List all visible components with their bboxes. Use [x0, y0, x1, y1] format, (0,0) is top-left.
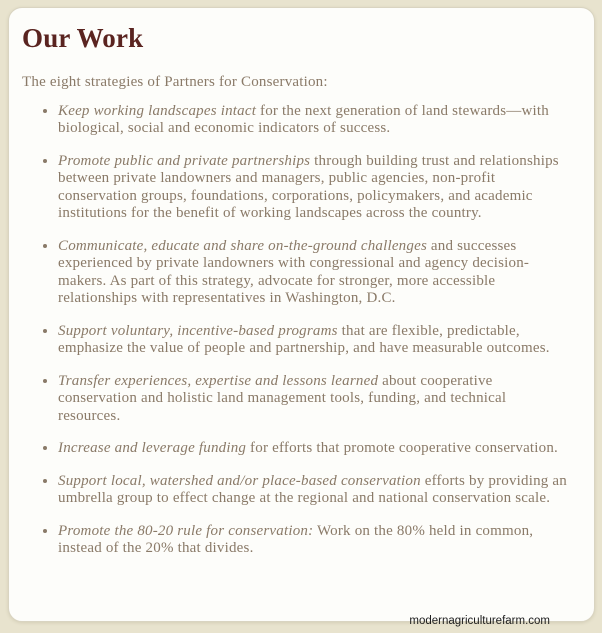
page-title: Our Work	[22, 23, 144, 53]
strategy-rest: and successes experienced by private landowners with congressional and agency decision-makers. As part of this strategy, advocate for stronger, more accessible relationships with representatives in Washington, D.C.	[58, 237, 530, 307]
watermark-text: modernagriculturefarm.com	[409, 615, 550, 627]
strategy-item-1	[58, 103, 572, 138]
strategy-item-7	[58, 473, 572, 508]
strategy-lead: Support voluntary, incentive-based programs	[58, 322, 338, 339]
content-panel	[8, 7, 595, 622]
strategy-rest: for the next generation of land stewards—with biological, social and economic indicators of success.	[58, 102, 549, 137]
strategy-lead: Keep working landscapes intact	[58, 102, 257, 119]
strategy-item-6	[58, 440, 572, 458]
strategy-lead: Support local, watershed and/or place-based conservation	[58, 472, 421, 489]
strategy-item-3	[58, 238, 572, 308]
strategy-lead: Increase and leverage funding	[58, 440, 247, 457]
strategy-rest: Work on the 80% held in common, instead of the 20% that divides.	[58, 522, 534, 557]
strategy-item-4	[58, 323, 572, 358]
strategy-rest: through building trust and relationships between private landowners and managers, public agencies, non-profit conservation groups, foundations, corporations, policymakers, and academic institutions for the benefit of working landscapes across the country.	[58, 152, 559, 222]
strategy-rest: efforts by providing an umbrella group to effect change at the regional and national conservation scale.	[58, 472, 567, 507]
strategy-rest: about cooperative conservation and holistic land management tools, funding, and technical resources.	[58, 372, 507, 424]
strategy-lead: Communicate, educate and share on-the-ground challenges	[58, 237, 427, 254]
strategy-lead: Promote the 80-20 rule for conservation:	[58, 522, 314, 539]
strategy-rest: that are flexible, predictable, emphasize the value of people and partnership, and have measurable outcomes.	[58, 322, 550, 357]
strategies-list	[22, 103, 572, 558]
strategy-item-8	[58, 523, 572, 558]
strategy-lead: Transfer experiences, expertise and lessons learned	[58, 372, 379, 389]
intro-text: The eight strategies of Partners for Conservation:	[22, 73, 328, 90]
strategy-item-5	[58, 373, 572, 426]
strategy-item-2	[58, 153, 572, 223]
strategy-lead: Promote public and private partnerships	[58, 152, 311, 169]
strategy-rest: for efforts that promote cooperative conservation.	[246, 440, 559, 457]
